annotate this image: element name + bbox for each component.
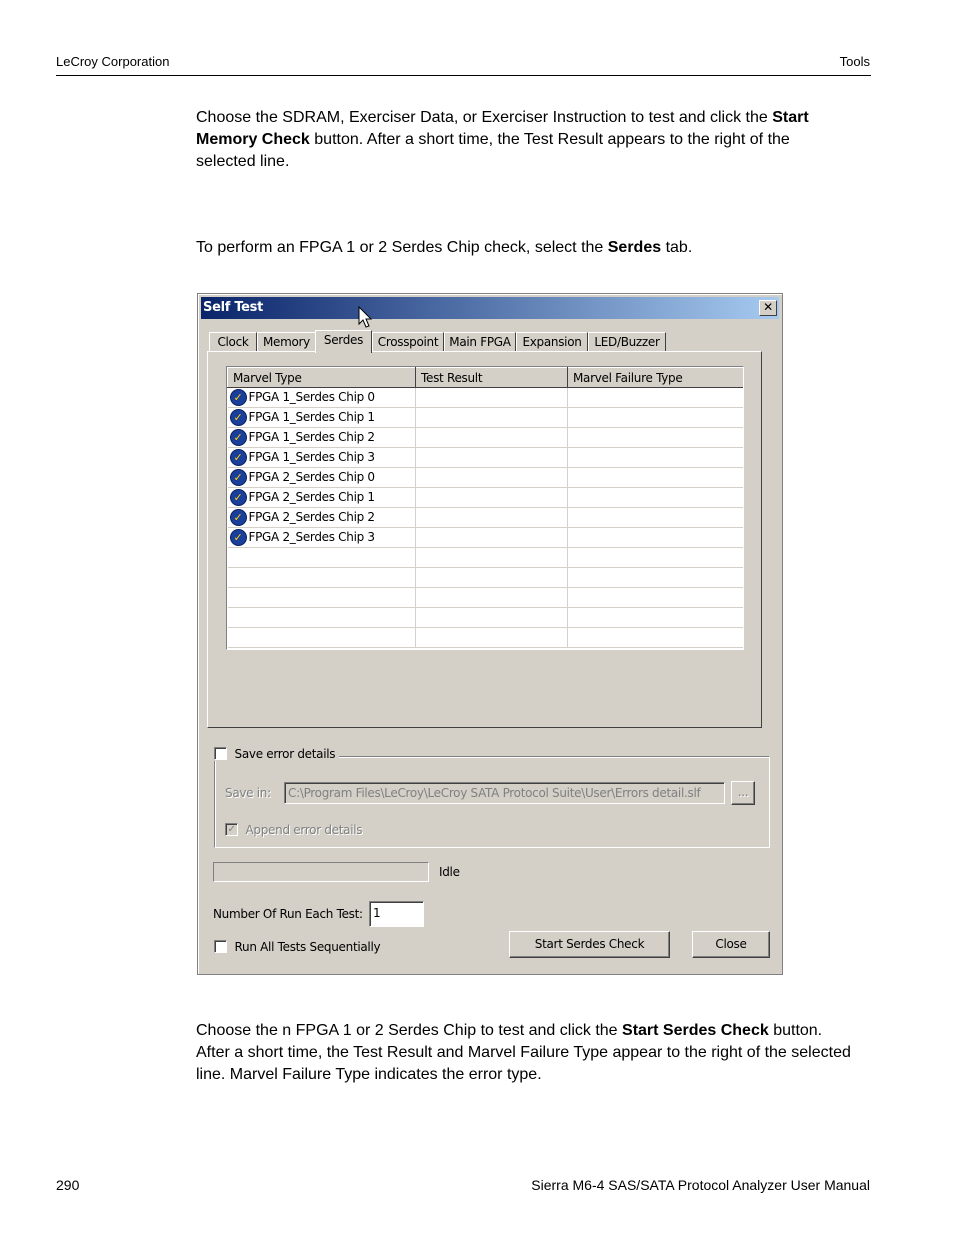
save-in-label: Save in: (225, 786, 271, 800)
empty-row (228, 608, 744, 628)
row-label: FPGA 1_Serdes Chip 0 (248, 390, 375, 404)
table-row[interactable] (228, 408, 744, 428)
start-serdes-check-button[interactable]: Start Serdes Check (509, 931, 670, 958)
dialog-titlebar (201, 297, 779, 319)
empty-row (228, 628, 744, 648)
tab-led-buzzer[interactable]: LED/Buzzer (588, 332, 666, 351)
progress-bar (213, 862, 429, 882)
check-shield-icon: ✓ (230, 469, 247, 486)
tab-memory[interactable]: Memory (257, 332, 316, 351)
header-company: LeCroy Corporation (56, 54, 170, 69)
tab-main-fpga[interactable]: Main FPGA (444, 332, 516, 351)
run-sequential-option[interactable] (214, 939, 380, 954)
save-error-checkbox[interactable] (214, 747, 227, 760)
self-test-dialog (197, 293, 783, 975)
close-button[interactable]: Close (692, 931, 770, 958)
paragraph-text: tab. (661, 239, 693, 256)
table-row[interactable] (228, 488, 744, 508)
table-row[interactable] (228, 428, 744, 448)
tab-expansion[interactable]: Expansion (516, 332, 588, 351)
serdes-results-grid[interactable] (226, 366, 744, 650)
empty-row (228, 548, 744, 568)
close-icon[interactable]: ✕ (759, 300, 777, 316)
row-label: FPGA 2_Serdes Chip 0 (248, 470, 375, 484)
row-label: FPGA 2_Serdes Chip 3 (248, 530, 375, 544)
tab-clock[interactable]: Clock (209, 332, 257, 351)
paragraph-text: Choose the SDRAM, Exerciser Data, or Exerciser Instruction to test and click the (196, 109, 773, 126)
run-sequential-checkbox[interactable] (214, 940, 227, 953)
append-error-option[interactable] (225, 822, 362, 837)
save-in-path-field[interactable]: C:\Program Files\LeCroy\LeCroy SATA Protocol Suite\User\Errors detail.slf (284, 782, 725, 804)
paragraph-bold: Start Memory Check (196, 109, 809, 148)
page-number: 290 (56, 1177, 80, 1193)
empty-row (228, 588, 744, 608)
tab-crosspoint[interactable]: Crosspoint (372, 332, 444, 351)
dialog-title: Self Test (203, 300, 264, 315)
row-label: FPGA 2_Serdes Chip 1 (248, 490, 375, 504)
check-shield-icon: ✓ (230, 509, 247, 526)
append-error-checkbox[interactable]: ✓ (225, 823, 238, 836)
save-error-option[interactable] (214, 746, 339, 761)
header-section: Tools (839, 54, 870, 69)
column-header-failure-type[interactable]: Marvel Failure Type (568, 368, 744, 388)
check-shield-icon: ✓ (230, 389, 247, 406)
runs-input[interactable]: 1 (369, 901, 424, 927)
runs-label: Number Of Run Each Test: (213, 907, 363, 921)
empty-row (228, 568, 744, 588)
table-row[interactable] (228, 448, 744, 468)
table-row[interactable] (228, 468, 744, 488)
paragraph-text: button. After a short time, the Test Result and Marvel Failure Type appear to the right of the selected line. Marvel Failure Type indicates the error type. (196, 1022, 851, 1083)
header-rule (56, 75, 871, 76)
paragraph-bold: Serdes (607, 239, 662, 256)
paragraph-text: To perform an FPGA 1 or 2 Serdes Chip check, select the (196, 239, 608, 256)
check-shield-icon: ✓ (230, 449, 247, 466)
check-shield-icon: ✓ (230, 429, 247, 446)
row-label: FPGA 1_Serdes Chip 2 (248, 430, 375, 444)
paragraph-memory-check (196, 107, 846, 173)
column-header-marvel-type[interactable]: Marvel Type (228, 368, 416, 388)
column-header-test-result[interactable]: Test Result (416, 368, 568, 388)
table-row[interactable] (228, 508, 744, 528)
run-sequential-label: Run All Tests Sequentially (234, 939, 381, 954)
manual-title: Sierra M6-4 SAS/SATA Protocol Analyzer User Manual (531, 1177, 870, 1193)
row-label: FPGA 1_Serdes Chip 1 (248, 410, 375, 424)
serdes-tab-panel (207, 351, 762, 728)
paragraph-bold: Start Serdes Check (622, 1022, 769, 1039)
row-label: FPGA 1_Serdes Chip 3 (248, 450, 375, 464)
status-text: Idle (439, 865, 460, 879)
table-row[interactable] (228, 528, 744, 548)
browse-button[interactable]: ... (731, 781, 755, 805)
append-error-label: Append error details (245, 822, 363, 837)
check-shield-icon: ✓ (230, 489, 247, 506)
save-error-label: Save error details (234, 746, 336, 761)
paragraph-serdes-check (196, 1020, 856, 1086)
mouse-cursor-icon (358, 306, 374, 330)
tab-serdes[interactable]: Serdes (315, 330, 372, 353)
paragraph-text: Choose the n FPGA 1 or 2 Serdes Chip to test and click the (196, 1022, 623, 1039)
table-row[interactable] (228, 388, 744, 408)
paragraph-serdes-intro (196, 237, 846, 259)
row-label: FPGA 2_Serdes Chip 2 (248, 510, 375, 524)
paragraph-text: button. After a short time, the Test Result appears to the right of the selected line. (196, 131, 790, 170)
check-shield-icon: ✓ (230, 409, 247, 426)
check-shield-icon: ✓ (230, 529, 247, 546)
